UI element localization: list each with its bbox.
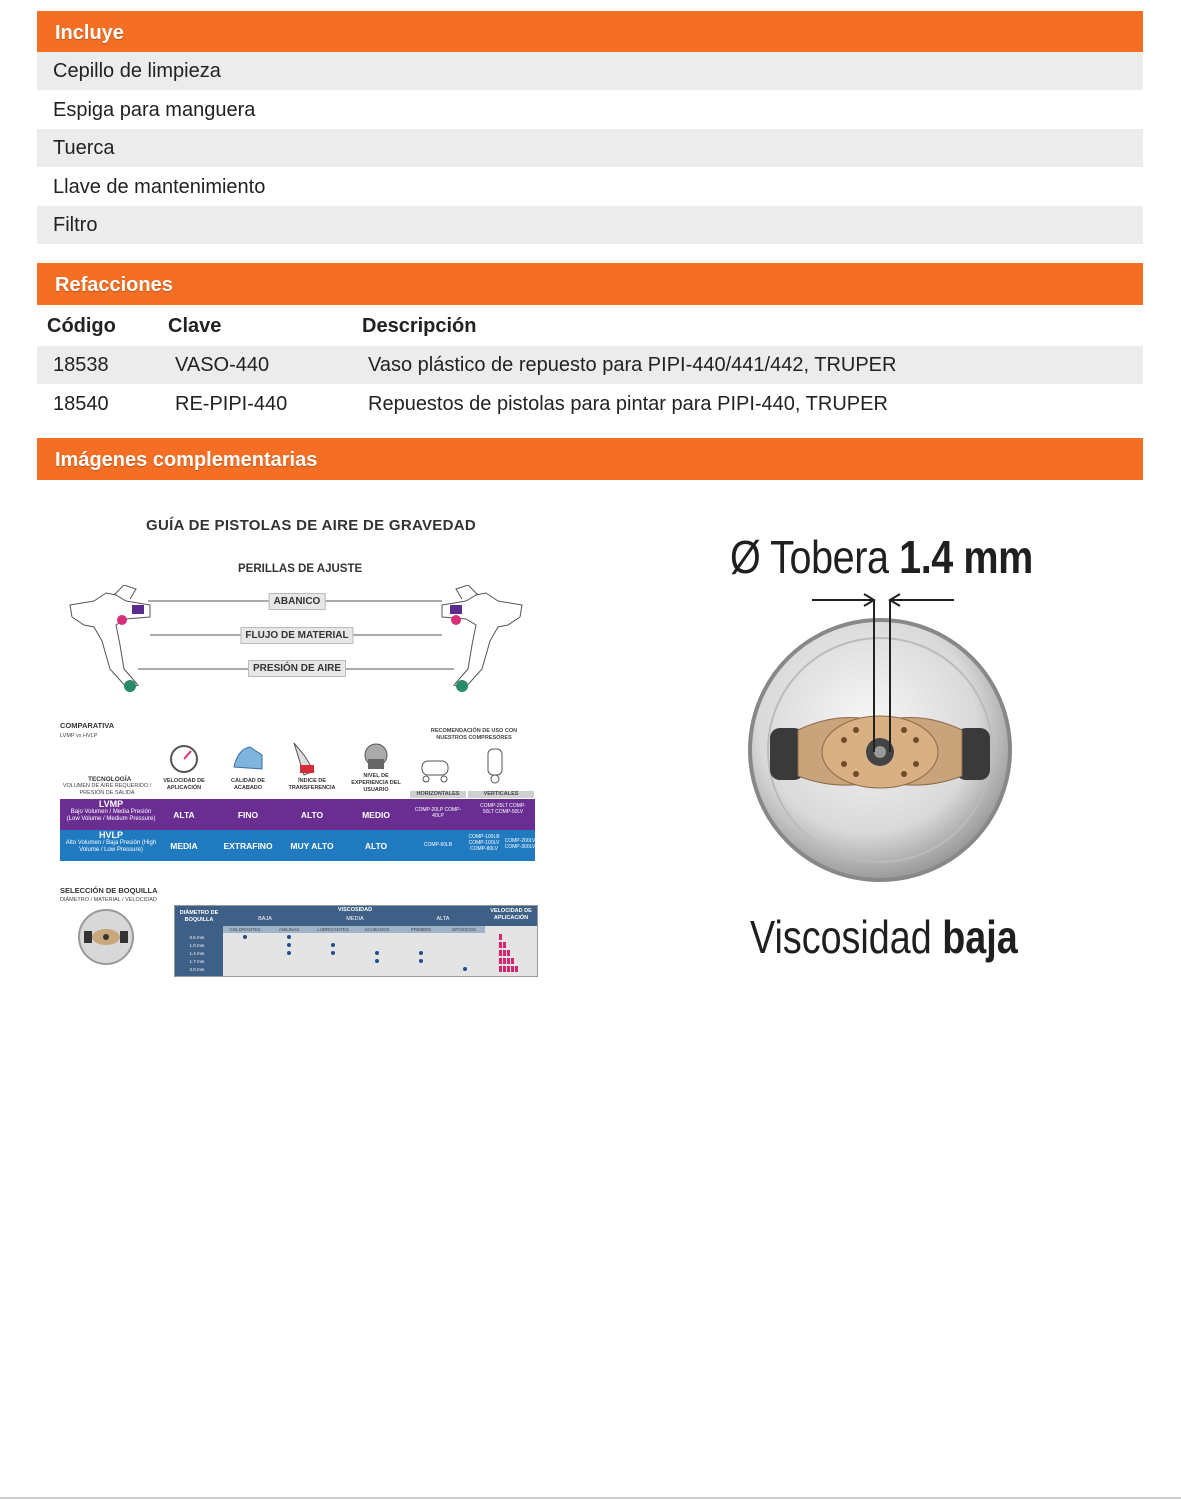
tobera-label: Ø Tobera 1.4 mm <box>730 531 1033 583</box>
compressor-horizontal-icon <box>422 761 448 782</box>
list-item: Filtro <box>37 206 1143 244</box>
diametro-4: 1.7 mm <box>189 959 205 964</box>
lvmp-calidad: FINO <box>237 810 259 820</box>
guide-title: GUÍA DE PISTOLAS DE AIRE DE GRAVEDAD <box>146 517 477 534</box>
column-header-descripcion: Descripción <box>362 315 477 337</box>
seleccion-subtitle: DIÁMETRO / MATERIAL / VELOCIDAD <box>60 897 157 903</box>
col-calidad: CALIDAD DE ACABADO <box>231 778 265 791</box>
diametro-1: 0.5 mm <box>189 935 205 940</box>
column-header-codigo: Código <box>47 315 116 337</box>
cell-clave: RE-PIPI-440 <box>175 393 288 415</box>
cell-clave: VASO-440 <box>175 354 270 376</box>
list-item: Tuerca <box>37 129 1143 167</box>
cell-codigo: 18540 <box>53 393 109 415</box>
col-tecnologia-sub: VOLUMEN DE AIRE REQUERIDO / PRESIÓN DE SALIDA <box>62 783 152 796</box>
nozzle-cap-illustration <box>740 590 1030 890</box>
imagenes-header: Imágenes complementarias <box>37 438 1143 480</box>
list-item: Llave de mantenimiento <box>53 176 266 198</box>
lvmp-indice: ALTO <box>300 810 324 820</box>
viscosidad-label: Viscosidad baja <box>750 911 1018 963</box>
lvmp-horizontales: COMP-20LP COMP-40LP <box>414 807 462 819</box>
lvmp-row <box>60 799 535 830</box>
column-header-clave: Clave <box>168 315 222 337</box>
material-2: ANILINAS <box>267 926 311 933</box>
table-header <box>37 307 1143 345</box>
visc-media: MEDIA <box>346 916 364 922</box>
list-item: Espiga para manguera <box>53 99 256 121</box>
tabla-diametro: DIÁMETRO DE BOQUILLA <box>179 910 219 923</box>
knob-label-flujo: FLUJO DE MATERIAL <box>240 627 353 644</box>
hvlp-velocidad: MEDIA <box>170 841 198 851</box>
tabla-viscosidad: VISCOSIDAD <box>337 907 373 913</box>
knob-label-abanico: ABANICO <box>269 593 326 610</box>
cell-descripcion: Vaso plástico de repuesto para PIPI-440/441/442, TRUPER <box>368 354 897 376</box>
col-indice: ÍNDICE DE TRANSFERENCIA <box>288 778 336 791</box>
col-nivel: NIVEL DE EXPERIENCIA DEL USUARIO <box>351 773 401 793</box>
table-row <box>37 346 1143 384</box>
diametro-2: 1.0 mm <box>189 943 205 948</box>
col-verticales: VERTICALES <box>468 791 534 798</box>
hvlp-verticales-b: COMP-200LV COMP-300LV <box>504 838 536 850</box>
hvlp-indice: MUY ALTO <box>290 841 334 851</box>
lvmp-label: LVMP Bajo Volumen / Media Presión (Low Volume / Medium Pressure) <box>66 799 156 822</box>
speedometer-icon <box>171 746 197 772</box>
respirator-icon <box>365 744 387 769</box>
comparativa-title: COMPARATIVA <box>60 721 115 730</box>
nozzle-table-marks <box>175 906 537 976</box>
col-velocidad: VELOCIDAD DE APLICACIÓN <box>163 778 205 791</box>
visc-baja: BAJA <box>258 916 272 922</box>
spray-gun-guide-image <box>54 505 538 980</box>
nozzle-thumbnail <box>76 907 136 973</box>
hvlp-verticales-a: COMP-100LB COMP-100LV COMP-80LV <box>468 834 500 852</box>
compressor-vertical-icon <box>488 749 502 783</box>
comparativa-subtitle: LVMP vs HVLP <box>60 733 98 739</box>
material-4: ACABADOS <box>355 926 399 933</box>
diametro-5: 2.0 mm <box>189 967 205 972</box>
guide-perillas-title: PERILLAS DE AJUSTE <box>238 563 363 575</box>
spray-transfer-icon <box>294 743 314 775</box>
page-bottom-divider <box>0 1497 1181 1499</box>
lvmp-nivel: MEDIO <box>362 810 390 820</box>
col-horizontales: HORIZONTALES <box>410 791 466 798</box>
material-1: COLORANTES <box>223 926 267 933</box>
lvmp-verticales: COMP-25LT COMP-50LT COMP-50LV <box>480 803 526 815</box>
cell-codigo: 18538 <box>53 354 109 376</box>
visc-alta: ALTA <box>436 916 450 922</box>
tabla-velocidad: VELOCIDAD DE APLICACIÓN <box>490 908 532 921</box>
table-row <box>37 385 1143 423</box>
hvlp-calidad: EXTRAFINO <box>223 841 273 851</box>
recomendacion-title: RECOMENDACIÓN DE USO CON NUESTROS COMPRESORES <box>430 728 518 741</box>
list-item: Cepillo de limpieza <box>37 52 1143 90</box>
incluye-header: Incluye <box>37 11 1143 53</box>
hvlp-horizontales: COMP-60LB <box>423 842 453 848</box>
diametro-3: 1.4 mm <box>189 951 205 956</box>
cell-descripcion: Repuestos de pistolas para pintar para PIPI-440, TRUPER <box>368 393 888 415</box>
seleccion-title: SELECCIÓN DE BOQUILLA <box>60 886 158 895</box>
knob-label-presion: PRESIÓN DE AIRE <box>248 660 346 677</box>
material-6: EPÓXICOS <box>443 926 485 933</box>
refacciones-header: Refacciones <box>37 263 1143 305</box>
hvlp-row <box>60 830 535 861</box>
material-5: PRIMERS <box>399 926 443 933</box>
lvmp-velocidad: ALTA <box>173 810 195 820</box>
car-finish-icon <box>234 747 262 769</box>
hvlp-label: HVLP Alto Volumen / Baja Presión (High Volume / Low Pressure) <box>65 830 157 853</box>
nozzle-table <box>174 905 538 977</box>
hvlp-nivel: ALTO <box>364 841 388 851</box>
col-tecnologia: TECNOLOGÍA <box>88 776 132 783</box>
material-3: LUBRICANTES <box>311 926 355 933</box>
